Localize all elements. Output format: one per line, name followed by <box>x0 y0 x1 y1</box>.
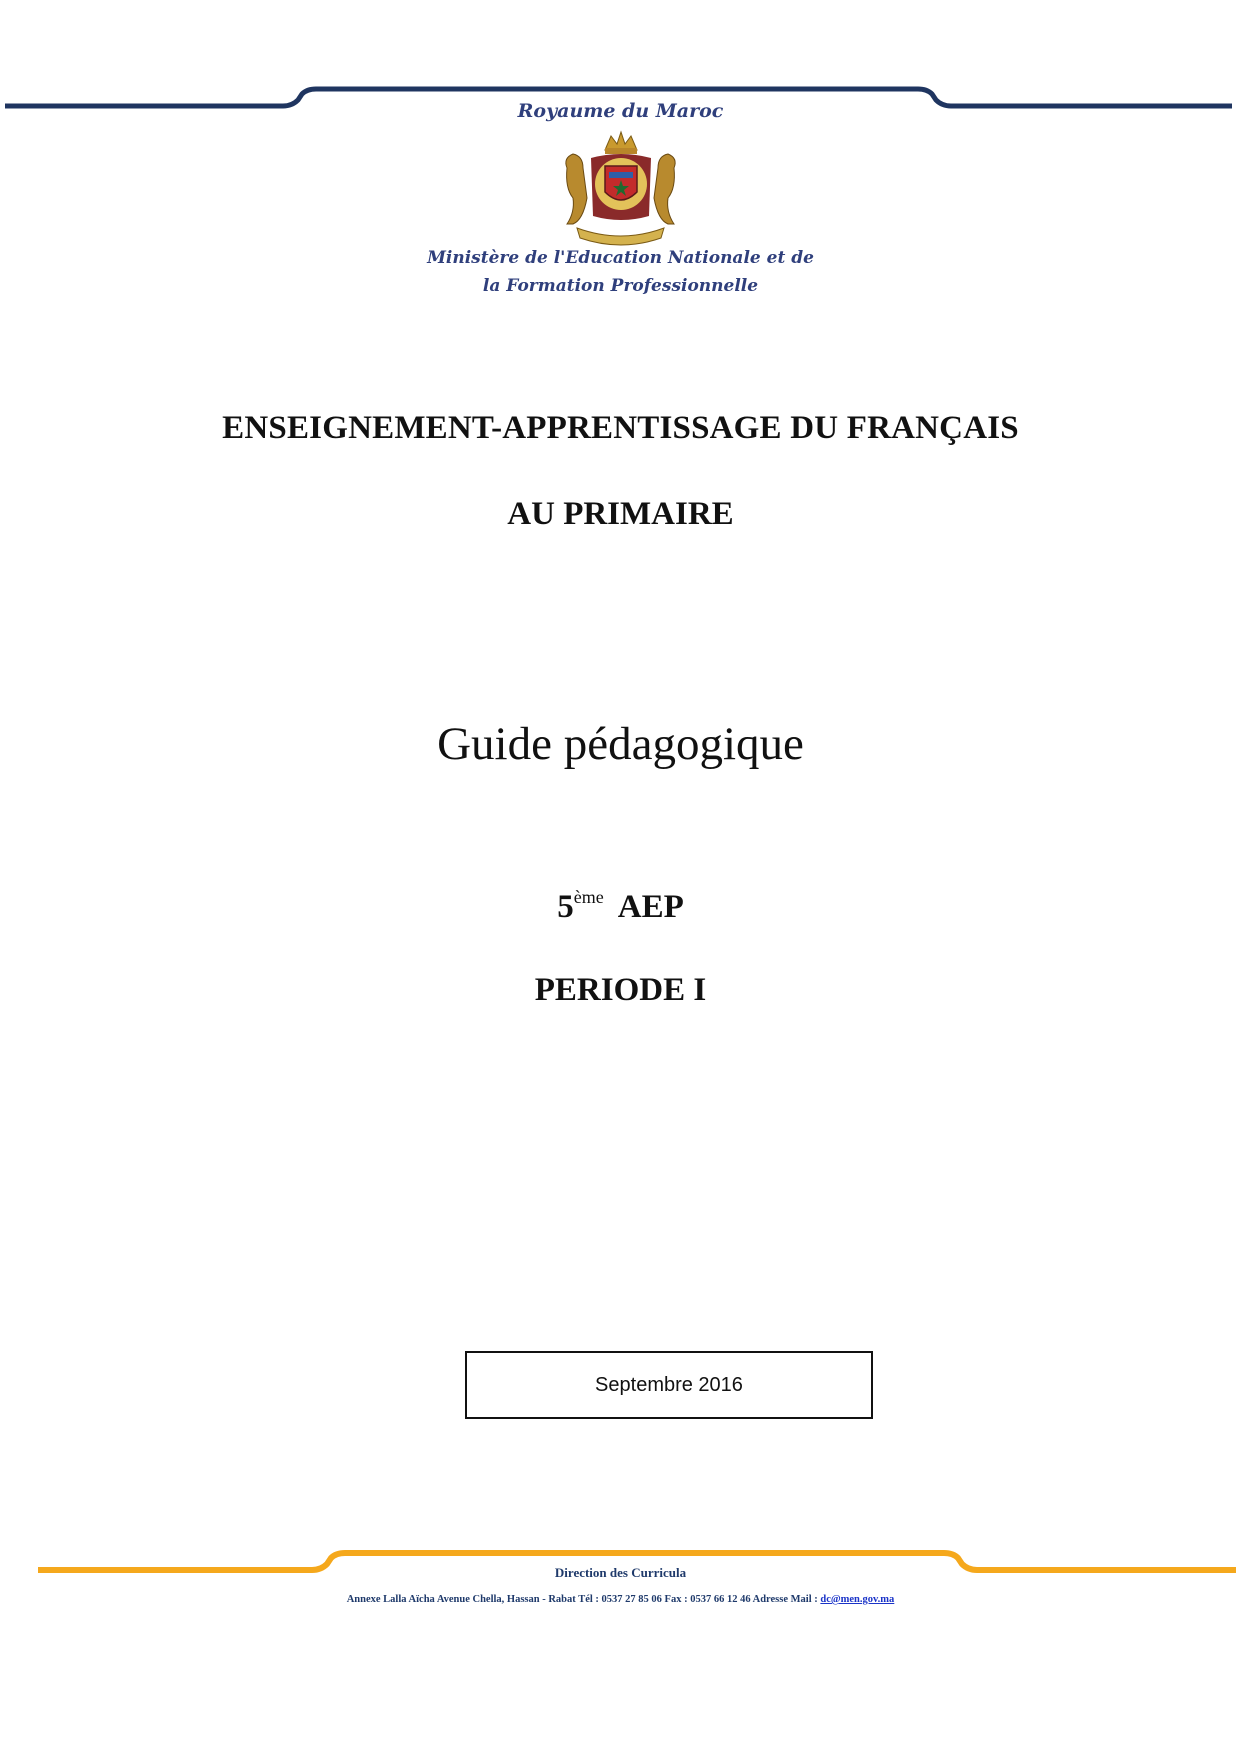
ministry-line-2: la Formation Professionnelle <box>482 276 759 296</box>
coat-of-arms-emblem <box>553 128 688 246</box>
footer-address-text: Annexe Lalla Aïcha Avenue Chella, Hassan - Rabat Tél : 0537 27 85 06 Fax : 0537 66 12 46 Adresse Mail : <box>346 1594 821 1605</box>
ministry-line-1: Ministère de l'Education Nationale et de <box>427 248 814 268</box>
grade-suffix: ème <box>573 887 604 907</box>
document-title-line-2: AU PRIMAIRE <box>507 496 734 532</box>
period-label: PERIODE I <box>534 972 707 1008</box>
grade-name: AEP <box>617 889 684 925</box>
grade-level <box>0 887 1241 926</box>
date-box <box>465 1351 873 1419</box>
ministry-name <box>0 244 1241 300</box>
kingdom-name: Royaume du Maroc <box>517 100 724 122</box>
document-title-line-1: ENSEIGNEMENT-APPRENTISSAGE DU FRANÇAIS <box>222 410 1019 446</box>
footer-email-link[interactable]: dc@men.gov.ma <box>820 1594 895 1605</box>
publication-date: Septembre 2016 <box>595 1373 743 1396</box>
footer-address <box>0 1594 1241 1605</box>
guide-title: Guide pédagogique <box>437 718 804 770</box>
grade-number: 5 <box>557 889 574 925</box>
footer-direction: Direction des Curricula <box>554 1565 687 1580</box>
